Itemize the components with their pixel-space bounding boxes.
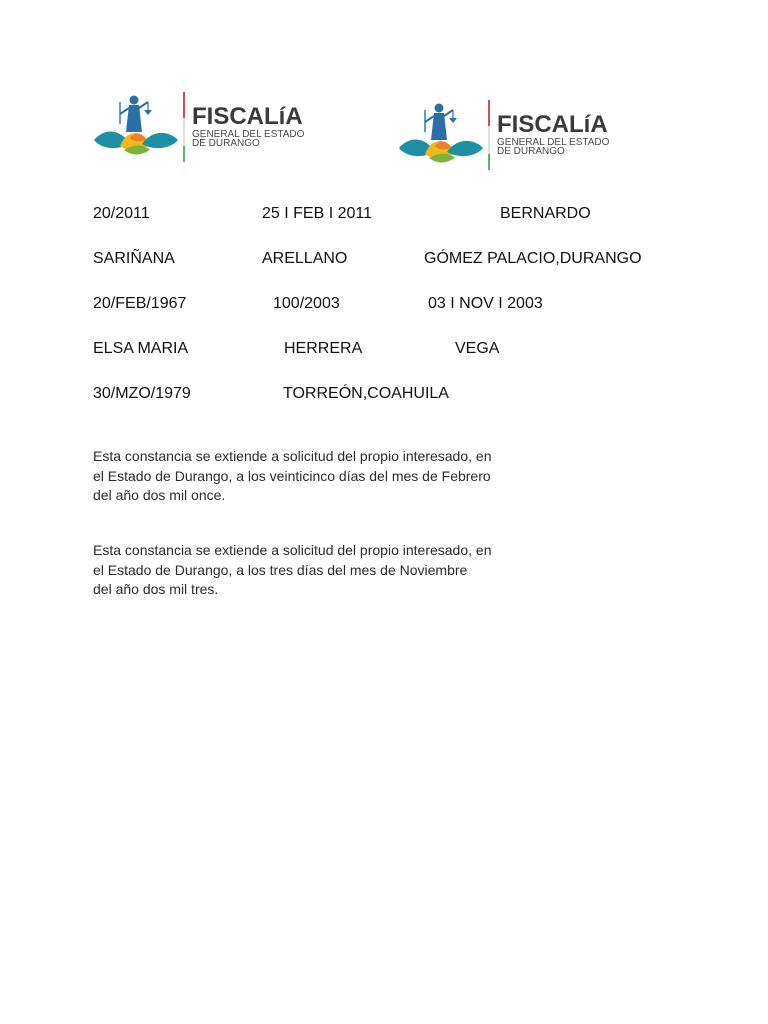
paternal-surname: SARIÑANA [93, 250, 175, 267]
logo-subtitle-line1: GENERAL DEL ESTADO [497, 137, 610, 148]
fiscalia-logo [395, 96, 625, 176]
justice-figure-icon [90, 88, 320, 168]
paragraph-line: del año dos mil tres. [93, 581, 219, 597]
maternal-surname: VEGA [455, 340, 500, 357]
logo-title: FISCALíA [192, 103, 303, 130]
fiscalia-logo [90, 88, 320, 168]
case-date: 25 I FEB I 2011 [262, 205, 372, 222]
birthplace: GÓMEZ PALACIO,DURANGO [424, 250, 642, 267]
justice-figure-icon [395, 96, 625, 176]
certificate-paragraph [93, 447, 543, 506]
maternal-surname: ARELLANO [262, 250, 348, 267]
birth-date: 30/MZO/1979 [93, 385, 191, 402]
case-number: 100/2003 [273, 295, 340, 312]
logo-title: FISCALíA [497, 111, 608, 138]
first-name: BERNARDO [500, 205, 591, 222]
paragraph-line: del año dos mil once. [93, 487, 226, 503]
logo-subtitle-line2: DE DURANGO [497, 146, 565, 157]
case-date: 03 I NOV I 2003 [428, 295, 543, 312]
case-number: 20/2011 [93, 205, 150, 222]
birthplace: TORREÓN,COAHUILA [283, 385, 449, 402]
first-name: ELSA MARIA [93, 340, 189, 357]
certificate-paragraph [93, 541, 543, 600]
paragraph-line: el Estado de Durango, a los tres días del mes de Noviembre [93, 561, 468, 578]
logo-subtitle-line1: GENERAL DEL ESTADO [192, 129, 305, 140]
birth-date: 20/FEB/1967 [93, 295, 187, 312]
logo-subtitle-line2: DE DURANGO [192, 138, 260, 149]
paternal-surname: HERRERA [284, 340, 363, 357]
paragraph-line: el Estado de Durango, a los veinticinco días del mes de Febrero [93, 467, 491, 484]
paragraph-line: Esta constancia se extiende a solicitud del propio interesado, en [93, 448, 492, 464]
paragraph-line: Esta constancia se extiende a solicitud del propio interesado, en [93, 542, 492, 558]
